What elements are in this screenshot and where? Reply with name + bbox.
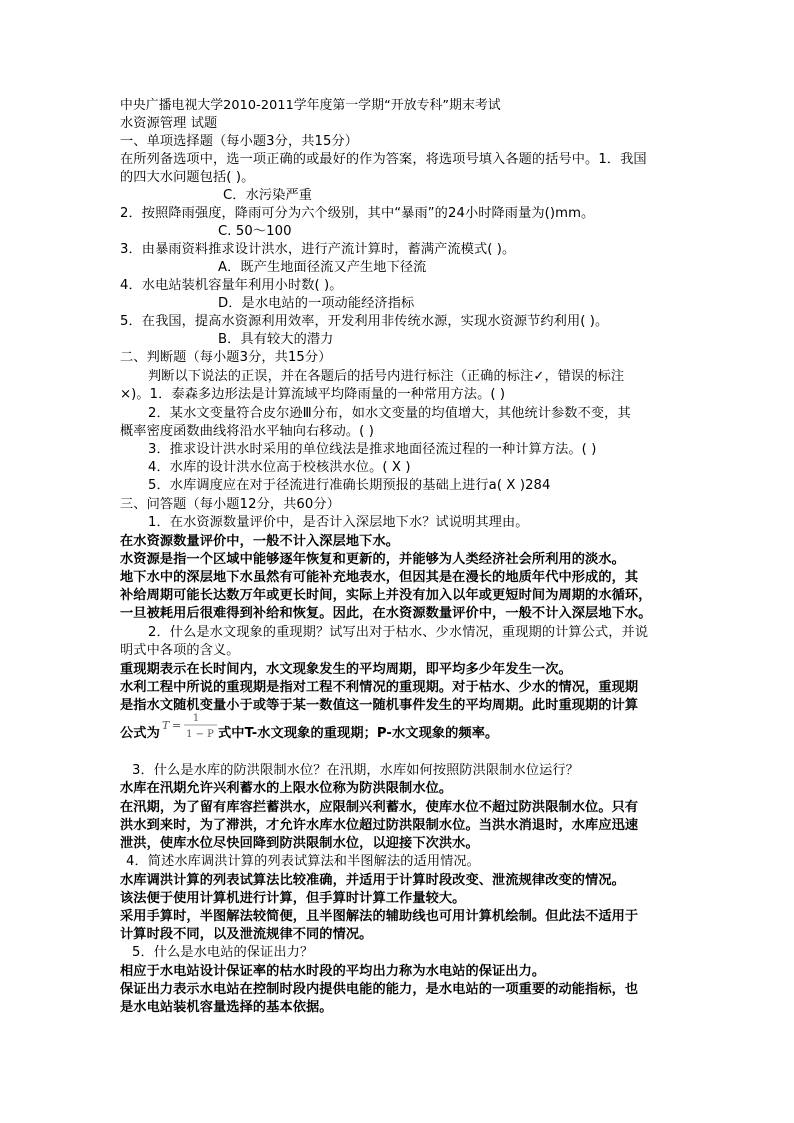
answer-line: 补给周期可能长达数万年或更长时间，实际上并没有加入以年或更短时间为周期的水循环，: [120, 588, 652, 603]
answer-line: 是指水文随机变量小于或等于某一数值这一随机事件发生的平均周期。此时重现期的计算: [120, 698, 639, 713]
question-line: 概率密度函数曲线将沿水平轴向右移动。( ): [120, 424, 374, 439]
answer-line: 公式为: [120, 726, 160, 741]
exam-title: 中央广播电视大学2010-2011学年度第一学期“开放专科”期末考试: [120, 98, 501, 113]
section-heading-qa: 三、问答题（每小题12分，共60分）: [120, 497, 340, 512]
answer-line: 保证出力表示水电站在控制时段内提供电能的能力，是水电站的一项重要的动能指标，也: [120, 982, 639, 997]
question-line: 5．在我国，提高水资源利用效率，开发利用非传统水源，实现水资源节约利用( )。: [120, 314, 609, 329]
answer-line: 泄洪，使库水位尽快回降到防洪限制水位，以迎接下次洪水。: [120, 836, 479, 851]
answer-line: B．具有较大的潜力: [218, 332, 334, 347]
question-line: 明式中各项的含义。: [120, 643, 240, 658]
answer-line: 水库调洪计算的列表试算法比较准确，并适用于计算时段改变、泄流规律改变的情况。: [120, 873, 625, 888]
instruction-line: 判断以下说法的正误，并在各题后的括号内进行标注（正确的标注✓，错误的标注: [148, 369, 625, 384]
answer-line: 相应于水电站设计保证率的枯水时段的平均出力称为水电站的保证出力。: [120, 964, 546, 979]
answer-line: 计算时段不同，以及泄流规律不同的情况。: [120, 927, 373, 942]
answer-line: 在汛期，为了留有库容拦蓄洪水，应限制兴利蓄水，使库水位不超过防洪限制水位。只有: [120, 800, 639, 815]
answer-line: 该法便于使用计算机进行计算，但手算时计算工作量较大。: [120, 891, 466, 906]
answer-line: A．既产生地面径流又产生地下径流: [218, 260, 427, 275]
question-line: 5．水库调度应在对于径流进行准确长期预报的基础上进行a( X )284: [148, 478, 551, 493]
answer-line: 在水资源数量评价中，一般不计入深层地下水。: [120, 534, 400, 549]
answer-line: 水利工程中所说的重现期是指对工程不利情况的重现期。对于枯水、少水的情况，重现期: [120, 680, 639, 695]
answer-line: 水库在汛期允许兴利蓄水的上限水位称为防洪限制水位。: [120, 781, 453, 796]
formula-numerator: 1: [192, 713, 200, 724]
answer-line: D．是水电站的一项动能经济指标: [218, 296, 415, 311]
question-line: 的四大水问题包括( )。: [120, 170, 255, 185]
answer-line: 重现期表示在长时间内，水文现象发生的平均周期，即平均多少年发生一次。: [120, 662, 572, 677]
question-line: 4．水电站装机容量年利用小时数( )。: [120, 278, 343, 293]
answer-line: C. 50～100: [218, 224, 292, 239]
formula-denominator: 1 − P: [186, 729, 214, 740]
question-line: ×)。1．泰森多边形法是计算流域平均降雨量的一种常用方法。( ): [120, 387, 506, 402]
question-line: 2．按照降雨强度，降雨可分为六个级别，其中“暴雨”的24小时降雨量为()mm。: [120, 206, 595, 221]
answer-line: 洪水到来时，为了滞洪，才允许水库水位超过防洪限制水位。当洪水消退时，水库应迅速: [120, 818, 639, 833]
question-line: 2．某水文变量符合皮尔逊Ⅲ分布，如水文变量的均值增大，其他统计参数不变，其: [148, 406, 631, 421]
question-line: 5．什么是水电站的保证出力？: [132, 945, 314, 960]
section-heading-true-false: 二、判断题（每小题3分，共15分）: [120, 350, 332, 365]
question-line: 4．水库的设计洪水位高于校核洪水位。( X ): [148, 460, 411, 475]
question-line: 3．由暴雨资料推求设计洪水，进行产流计算时，蓄满产流模式( )。: [120, 242, 516, 257]
instruction-line: 在所列备选项中，选一项正确的或最好的作为答案，将选项号填入各题的括号中。1．我国: [120, 152, 647, 167]
question-line: 2．什么是水文现象的重现期？试写出对于枯水、少水情况，重现期的计算公式，并说: [148, 625, 649, 640]
answer-line: 是水电站装机容量选择的基本依据。: [120, 1000, 333, 1015]
answer-line: 式中T-水文现象的重现期；P-水文现象的频率。: [218, 726, 499, 741]
section-heading-single-choice: 一、单项选择题（每小题3分，共15分）: [120, 134, 359, 149]
question-line: 3．什么是水库的防洪限制水位？在汛期，水库如何按照防洪限制水位运行？: [132, 763, 579, 778]
answer-line: 一旦被耗用后很难得到补给和恢复。因此，在水资源数量评价中，一般不计入深层地下水。: [120, 606, 652, 621]
question-line: 4．简述水库调洪计算的列表试算法和半图解法的适用情况。: [126, 854, 480, 869]
answer-line: 水资源是指一个区域中能够逐年恢复和更新的，并能够为人类经济社会所利用的淡水。: [120, 552, 625, 567]
answer-line: C．水污染严重: [223, 188, 313, 203]
answer-line: 地下水中的深层地下水虽然有可能补充地表水，但因其是在漫长的地质年代中形成的，其: [120, 570, 639, 585]
course-title: 水资源管理 试题: [120, 116, 218, 131]
return-period-formula: [162, 710, 218, 740]
formula-equals: =: [172, 719, 182, 732]
question-line: 3．推求设计洪水时采用的单位线法是推求地面径流过程的一种计算方法。( ): [148, 442, 597, 457]
formula-lhs: T: [162, 719, 170, 732]
question-line: 1．在水资源数量评价中，是否计入深层地下水？试说明其理由。: [148, 515, 529, 530]
answer-line: 采用手算时，半图解法较简便，且半图解法的辅助线也可用计算机绘制。但此法不适用于: [120, 909, 639, 924]
